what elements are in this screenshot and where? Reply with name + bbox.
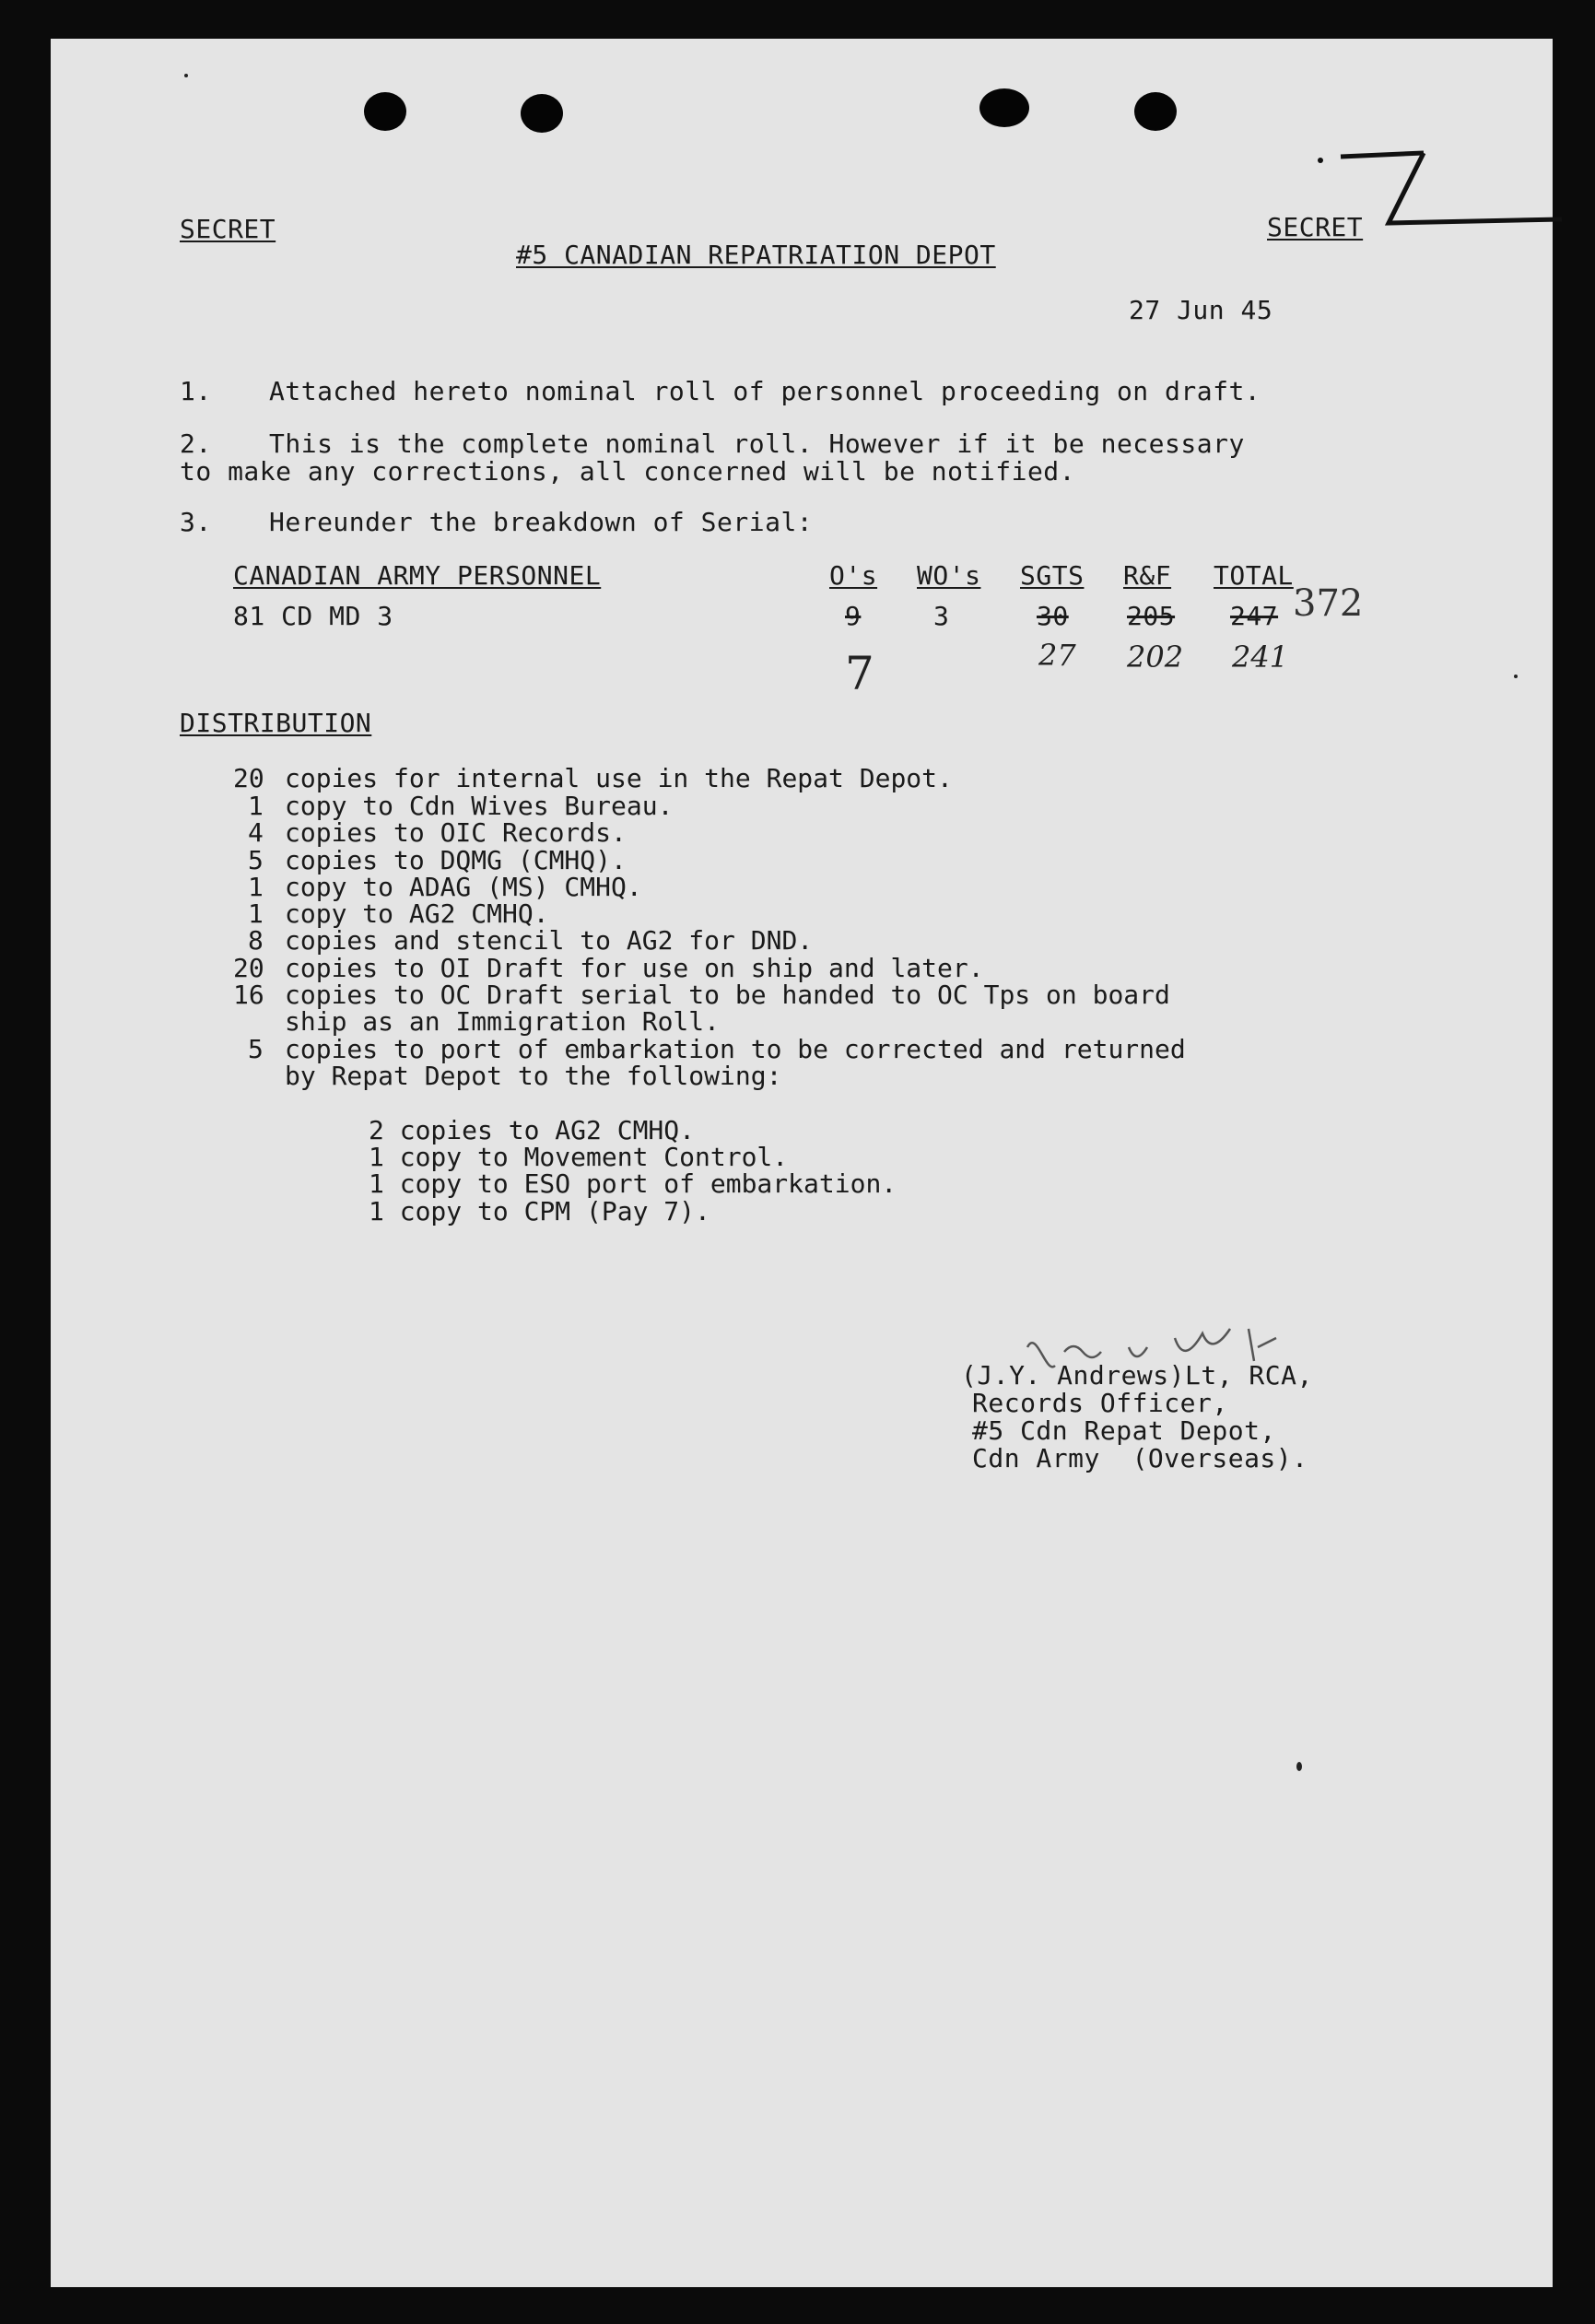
para-2-number: 2.	[180, 428, 212, 459]
list-item-text: copies and stencil to AG2 for DND.	[285, 925, 814, 956]
list-item-text: copies to port of embarkation to be corrected and returned	[285, 1034, 1186, 1064]
para-2-line1: This is the complete nominal roll. However if it be necessary	[269, 428, 1245, 459]
table-header-officers: O's	[829, 560, 878, 591]
table-header-rank-and-file: R&F	[1123, 560, 1172, 591]
table-header-sergeants: SGTS	[1020, 560, 1085, 591]
table-header-warrant-officers: WO's	[917, 560, 981, 591]
list-item-text: copies to OC Draft serial to be handed to OC Tps on board	[285, 980, 1170, 1010]
list-item-continuation: ship as an Immigration Roll.	[285, 1006, 721, 1037]
signature-line-title: Records Officer,	[972, 1388, 1228, 1418]
list-item-text: copy to Cdn Wives Bureau.	[285, 791, 674, 821]
document-page	[51, 39, 1553, 2287]
secret-marking-left: SECRET	[180, 214, 276, 244]
signature-line-unit: #5 Cdn Repat Depot,	[972, 1415, 1276, 1446]
signature-line-army: Cdn Army (Overseas).	[972, 1443, 1308, 1473]
table-header-total: TOTAL	[1214, 560, 1294, 591]
list-item-text: copies to DQMG (CMHQ).	[285, 845, 627, 875]
handwritten-total-alt: 372	[1293, 582, 1364, 625]
punch-hole	[521, 94, 563, 133]
list-item-count: 1	[248, 791, 264, 821]
sub-list-item: 1 copy to CPM (Pay 7).	[369, 1196, 710, 1227]
table-cell-warrant-officers: 3	[933, 601, 950, 631]
table-cell-officers: 9	[845, 601, 862, 631]
punch-hole	[1134, 92, 1177, 131]
document-title: #5 CANADIAN REPATRIATION DEPOT	[516, 240, 996, 270]
list-item-count: 5	[248, 845, 264, 875]
speck	[184, 74, 188, 77]
list-item-text: copies to OI Draft for use on ship and later.	[285, 953, 984, 983]
list-item-continuation: by Repat Depot to the following:	[285, 1061, 782, 1091]
list-item-count: 8	[248, 925, 264, 956]
list-item-text: copies to OIC Records.	[285, 817, 627, 848]
list-item-count: 20	[233, 763, 264, 793]
sub-list-item: 2 copies to AG2 CMHQ.	[369, 1115, 696, 1145]
handwritten-total: 241	[1232, 640, 1289, 675]
para-1-number: 1.	[180, 376, 212, 406]
signature-line-name: (J.Y. Andrews)Lt, RCA,	[961, 1360, 1313, 1391]
para-1-text: Attached hereto nominal roll of personnel proceeding on draft.	[269, 376, 1261, 406]
list-item-count: 1	[248, 898, 264, 929]
secret-marking-right: SECRET	[1267, 212, 1364, 242]
handwritten-officers: 7	[845, 647, 874, 700]
handwritten-sergeants: 27	[1038, 638, 1076, 673]
sub-list-item: 1 copy to ESO port of embarkation.	[369, 1168, 897, 1199]
speck	[1296, 1762, 1302, 1771]
punch-hole	[364, 92, 406, 131]
table-header-personnel: CANADIAN ARMY PERSONNEL	[233, 560, 602, 591]
para-2-line2: to make any corrections, all concerned will be notified.	[180, 456, 1076, 487]
table-row-label: 81 CD MD 3	[233, 601, 393, 631]
list-item-text: copy to AG2 CMHQ.	[285, 898, 549, 929]
para-3-text: Hereunder the breakdown of Serial:	[269, 507, 814, 537]
distribution-heading: DISTRIBUTION	[180, 708, 372, 738]
handwritten-rank-and-file: 202	[1127, 640, 1184, 675]
para-3-number: 3.	[180, 507, 212, 537]
document-date: 27 Jun 45	[1129, 295, 1273, 325]
list-item-text: copies for internal use in the Repat Depot.	[285, 763, 953, 793]
list-item-count: 16	[233, 980, 264, 1010]
list-item-text: copy to ADAG (MS) CMHQ.	[285, 872, 642, 902]
table-cell-total: 247	[1230, 601, 1279, 631]
list-item-count: 20	[233, 953, 264, 983]
list-item-count: 4	[248, 817, 264, 848]
table-cell-sergeants: 30	[1037, 601, 1069, 631]
table-cell-rank-and-file: 205	[1127, 601, 1176, 631]
sub-list-item: 1 copy to Movement Control.	[369, 1142, 789, 1172]
punch-hole	[979, 88, 1029, 127]
list-item-count: 1	[248, 872, 264, 902]
list-item-count: 5	[248, 1034, 264, 1064]
speck	[1514, 675, 1518, 678]
